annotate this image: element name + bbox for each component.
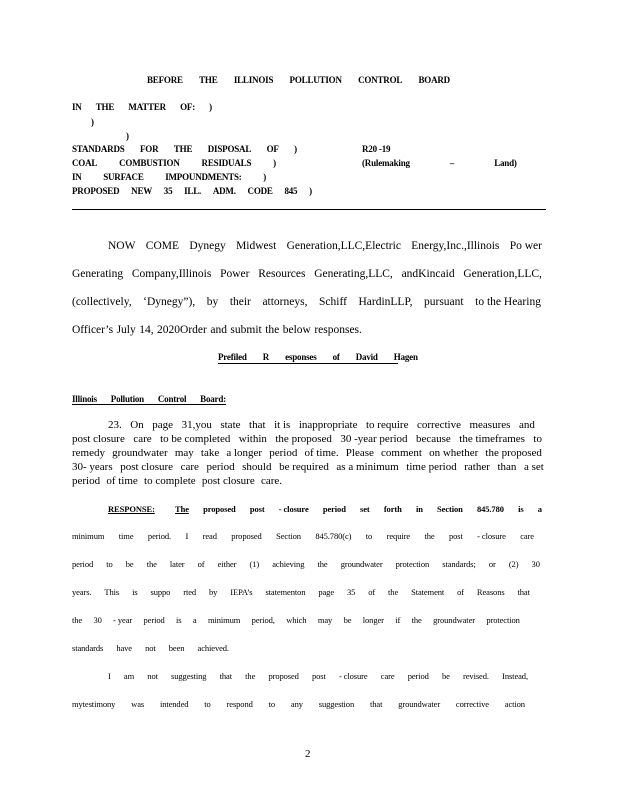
response-word: minimum	[72, 531, 105, 541]
caption-line	[72, 144, 297, 154]
response-word: that	[219, 671, 232, 681]
response-word: proposed	[203, 504, 236, 514]
addressee-word: Pollution	[110, 394, 144, 404]
caption-word: COMBUSTION	[119, 158, 180, 168]
response-word: the	[72, 615, 83, 625]
caption-word: )	[273, 158, 276, 168]
response-word: of	[368, 587, 376, 597]
response-word: be	[343, 615, 352, 625]
intro-word: below	[282, 324, 311, 336]
response-word: years.	[72, 587, 92, 597]
question-word: take	[200, 447, 220, 459]
response-word: a	[537, 504, 542, 514]
response-word: read	[202, 531, 217, 541]
caption-word: OF	[266, 144, 279, 154]
response-word: period	[72, 559, 94, 569]
intro-word: by	[206, 296, 219, 308]
question-word: period	[206, 461, 235, 473]
response-word: (2)	[508, 559, 519, 569]
response-word: have	[116, 643, 132, 653]
response-word: to	[204, 699, 211, 709]
intro-word: Generation,LLC,Electric	[286, 240, 401, 252]
caption-word: )	[209, 102, 212, 112]
response-word: post	[312, 671, 326, 681]
intro-word: Dynegy	[189, 240, 226, 252]
response-word: Statement	[411, 587, 445, 597]
caption-word: OF:	[180, 102, 195, 112]
intro-word: to the Hearing	[475, 296, 541, 308]
response-word: period	[322, 504, 346, 514]
question-word: of time.	[304, 447, 339, 459]
response-line	[72, 615, 520, 625]
question-line	[72, 447, 542, 459]
response-word: is	[518, 504, 524, 514]
response-word: time	[118, 531, 134, 541]
question-word: it is	[274, 419, 291, 431]
response-word: of	[197, 559, 205, 569]
response-word: The	[175, 504, 189, 514]
docket-number: R20 -19	[362, 144, 391, 154]
question-word: that	[249, 419, 266, 431]
question-word: period	[72, 475, 101, 487]
question-line	[72, 475, 282, 487]
response-word: is	[176, 615, 182, 625]
intro-word: HardinLLP,	[358, 296, 413, 308]
response-word: - closure	[278, 504, 309, 514]
question-word: to require	[366, 419, 409, 431]
response-word: require	[386, 531, 411, 541]
intro-word: (collectively,	[72, 296, 132, 308]
intro-line	[72, 324, 362, 336]
intro-line	[72, 296, 541, 308]
response-word: am	[123, 671, 135, 681]
question-word: corrective	[416, 419, 461, 431]
question-word: period	[269, 447, 298, 459]
response-word: corrective	[455, 699, 489, 709]
response-word: the	[317, 559, 328, 569]
question-word: inappropriate	[298, 419, 358, 431]
response-word: of	[457, 587, 464, 597]
intro-word: andKincaid	[401, 268, 455, 280]
caption-word: THE	[95, 102, 115, 112]
response-word: to	[268, 699, 276, 709]
response-word: which	[286, 615, 307, 625]
question-word: 31,you	[181, 419, 212, 431]
intro-word: Midwest	[236, 240, 277, 252]
response-word: groundwater	[340, 559, 383, 569]
question-word: may	[174, 447, 194, 459]
response-word: - closure	[338, 671, 368, 681]
intro-line	[108, 240, 542, 252]
board-heading	[147, 75, 450, 85]
response-word: 845.780	[476, 504, 504, 514]
section-title: Prefiled R esponses of David Hagen	[218, 352, 418, 362]
response-word: period.	[147, 531, 172, 541]
response-word: been	[168, 643, 185, 653]
question-word: care	[180, 461, 199, 473]
response-word: not	[147, 671, 158, 681]
question-word: remedy	[72, 447, 105, 459]
response-word: 30	[531, 559, 540, 569]
question-word: post closure	[201, 475, 255, 487]
response-word: Section	[437, 504, 463, 514]
response-word: statementon	[265, 587, 306, 597]
intro-word: Generating	[72, 268, 124, 280]
response-word: was	[131, 699, 145, 709]
caption-divider	[72, 209, 546, 210]
question-word: On	[130, 419, 144, 431]
response-word: 30	[93, 615, 102, 625]
question-word: the proposed	[275, 433, 332, 445]
caption-word: IN	[72, 172, 82, 182]
response-word: protection	[486, 615, 520, 625]
heading-word: CONTROL	[358, 75, 403, 85]
response-label: RESPONSE:	[108, 504, 155, 514]
response-word: I	[185, 531, 189, 541]
intro-word: ‘Dynegy”),	[143, 296, 196, 308]
intro-word: submit	[230, 324, 262, 336]
docket-type: (Rulemaking – Land)	[362, 158, 517, 168]
response-word: 845.780(c)	[315, 531, 352, 541]
response-word: page	[318, 587, 335, 597]
intro-word: Company,Illinois	[131, 268, 212, 280]
intro-word: pursuant	[424, 296, 464, 308]
response-word: Instead,	[502, 671, 528, 681]
response-word: achieving	[272, 559, 305, 569]
caption-word: PROPOSED	[72, 186, 120, 196]
response-word: This	[104, 587, 120, 597]
intro-word: Po wer	[509, 240, 542, 252]
question-word: to complete	[144, 475, 196, 487]
response-word: longer	[362, 615, 384, 625]
caption-word: STANDARDS	[72, 144, 125, 154]
question-word: of time	[106, 475, 138, 487]
response-word: revised.	[463, 671, 489, 681]
question-word: a set	[524, 461, 544, 473]
question-word: page	[152, 419, 174, 431]
response-word: suggesting	[171, 671, 207, 681]
question-word: post closure	[72, 433, 125, 445]
response-word: in	[415, 504, 423, 514]
addressee	[72, 394, 226, 405]
caption-word: THE	[173, 144, 193, 154]
caption-paren: )	[126, 131, 129, 141]
question-word: 30- years	[72, 461, 113, 473]
question-word: to be completed	[160, 433, 231, 445]
response-word: achieved.	[197, 643, 229, 653]
response-word: protection	[395, 559, 430, 569]
response-word: that	[369, 699, 383, 709]
response-word: be	[125, 559, 134, 569]
response-line	[72, 699, 525, 709]
intro-word: Generation,LLC,	[463, 268, 542, 280]
caption-paren: )	[91, 117, 94, 127]
caption-word: IMPOUNDMENTS:	[165, 172, 242, 182]
caption-word: SURFACE	[103, 172, 144, 182]
heading-word: ILLINOIS	[233, 75, 274, 85]
intro-word: Power	[220, 268, 250, 280]
question-word: the proposed	[485, 447, 542, 459]
response-word: either	[217, 559, 237, 569]
response-word: set	[360, 504, 370, 514]
heading-word: BEFORE	[147, 75, 183, 85]
response-word: the	[245, 671, 256, 681]
heading-word: POLLUTION	[289, 75, 342, 85]
response-word: suggestion	[318, 699, 355, 709]
response-word: forth	[383, 504, 402, 514]
question-word: the timeframes	[459, 433, 525, 445]
response-word: by	[209, 587, 218, 597]
response-line	[108, 671, 528, 681]
response-word: the	[388, 587, 399, 597]
heading-word: THE	[199, 75, 218, 85]
response-word: a	[192, 615, 197, 625]
response-word: care	[380, 671, 395, 681]
response-word: mytestimony	[72, 699, 116, 709]
response-word: the	[146, 559, 157, 569]
question-word: time period	[406, 461, 457, 473]
question-word: and	[518, 419, 535, 431]
response-line	[72, 559, 540, 569]
intro-word: attorneys,	[262, 296, 308, 308]
page-number: 2	[305, 748, 311, 760]
intro-word: July	[116, 324, 136, 336]
response-word: the	[411, 615, 422, 625]
addressee-word: Board:	[200, 394, 226, 404]
response-word: post	[249, 504, 265, 514]
intro-word: COME	[145, 240, 180, 252]
response-word: post	[448, 531, 463, 541]
question-word: within	[238, 433, 267, 445]
question-word: groundwater	[112, 447, 168, 459]
response-word: not	[145, 643, 156, 653]
response-word: if	[395, 615, 401, 625]
caption-line	[72, 102, 212, 112]
caption-word: 845	[284, 186, 298, 196]
addressee-word: Illinois	[72, 394, 97, 404]
caption-word: IN	[72, 102, 82, 112]
response-word: any	[290, 699, 303, 709]
response-word: may	[317, 615, 333, 625]
caption-word: DISPOSAL	[207, 144, 252, 154]
addressee-word: Control	[157, 394, 187, 404]
intro-word: 2020Order	[157, 324, 207, 336]
response-word: period	[143, 615, 165, 625]
response-word: rted	[183, 587, 197, 597]
intro-word: 14,	[139, 324, 154, 336]
response-word: standards	[72, 643, 104, 653]
response-word: IEPA’s	[230, 587, 253, 597]
intro-word: responses.	[314, 324, 362, 336]
response-word: proposed	[231, 531, 262, 541]
question-line	[72, 461, 544, 473]
question-word: 30 -year period	[340, 433, 408, 445]
question-word: should	[242, 461, 272, 473]
response-word: period,	[251, 615, 275, 625]
caption-word: COAL	[72, 158, 98, 168]
response-line	[72, 587, 530, 597]
response-word: to	[106, 559, 113, 569]
response-word: Reasons	[476, 587, 505, 597]
response-word: - year	[113, 615, 133, 625]
question-word: on whether	[429, 447, 479, 459]
response-word: period	[407, 671, 429, 681]
response-word: minimum	[207, 615, 241, 625]
caption-word: NEW	[131, 186, 153, 196]
response-word: I	[108, 671, 111, 681]
intro-word: Schiff	[319, 296, 347, 308]
response-line	[72, 643, 229, 653]
caption-word: )	[263, 172, 266, 182]
response-word: care	[520, 531, 534, 541]
caption-line	[72, 186, 312, 196]
intro-word: the	[265, 324, 280, 336]
intro-word: Generating,LLC,	[314, 268, 393, 280]
response-word: to	[365, 531, 373, 541]
heading-word: BOARD	[418, 75, 450, 85]
question-line	[72, 433, 542, 445]
response-word: that	[517, 587, 530, 597]
response-word: groundwater	[398, 699, 441, 709]
response-word: action	[504, 699, 525, 709]
response-word: groundwater	[433, 615, 475, 625]
question-word: care.	[260, 475, 282, 487]
response-line	[72, 531, 534, 541]
caption-word: RESIDUALS	[201, 158, 252, 168]
question-word: measures	[469, 419, 511, 431]
response-word: proposed	[268, 671, 299, 681]
intro-word: NOW	[108, 240, 136, 252]
response-word: - closure	[477, 531, 506, 541]
question-word: comment	[381, 447, 422, 459]
intro-word: and	[210, 324, 227, 336]
response-word: later	[169, 559, 185, 569]
question-word: state	[220, 419, 241, 431]
caption-word: )	[294, 144, 297, 154]
intro-line	[72, 268, 542, 280]
intro-word: their	[229, 296, 251, 308]
question-word: post closure	[120, 461, 174, 473]
response-word: or	[488, 559, 496, 569]
response-line	[175, 504, 542, 514]
intro-word: Energy,Inc.,Illinois	[411, 240, 500, 252]
caption-line	[72, 172, 266, 182]
question-word: Please	[345, 447, 374, 459]
question-word: be required	[279, 461, 329, 473]
question-word: than	[497, 461, 517, 473]
question-word: care	[133, 433, 152, 445]
question-line	[108, 419, 535, 431]
response-word: be	[442, 671, 450, 681]
caption-word: CODE	[247, 186, 273, 196]
question-word: rather	[464, 461, 490, 473]
caption-word: MATTER	[128, 102, 166, 112]
response-word: is	[132, 587, 138, 597]
response-word: respond	[226, 699, 253, 709]
response-word: Section	[276, 531, 301, 541]
response-word: 35	[346, 587, 356, 597]
response-word: standards;	[442, 559, 476, 569]
response-word: (1)	[249, 559, 260, 569]
question-word: a longer	[226, 447, 263, 459]
intro-word: Resources	[258, 268, 306, 280]
intro-word: Officer’s	[72, 324, 114, 336]
response-word: suppo	[150, 587, 171, 597]
caption-word: FOR	[140, 144, 159, 154]
question-word: as a minimum	[336, 461, 399, 473]
response-word: the	[424, 531, 435, 541]
caption-word: ILL.	[184, 186, 202, 196]
caption-word: 35	[163, 186, 173, 196]
question-word: to	[533, 433, 542, 445]
question-word: 23.	[108, 419, 122, 431]
response-word: intended	[159, 699, 189, 709]
question-word: because	[416, 433, 451, 445]
caption-word: )	[309, 186, 312, 196]
caption-word: ADM.	[212, 186, 236, 196]
caption-line	[72, 158, 276, 168]
